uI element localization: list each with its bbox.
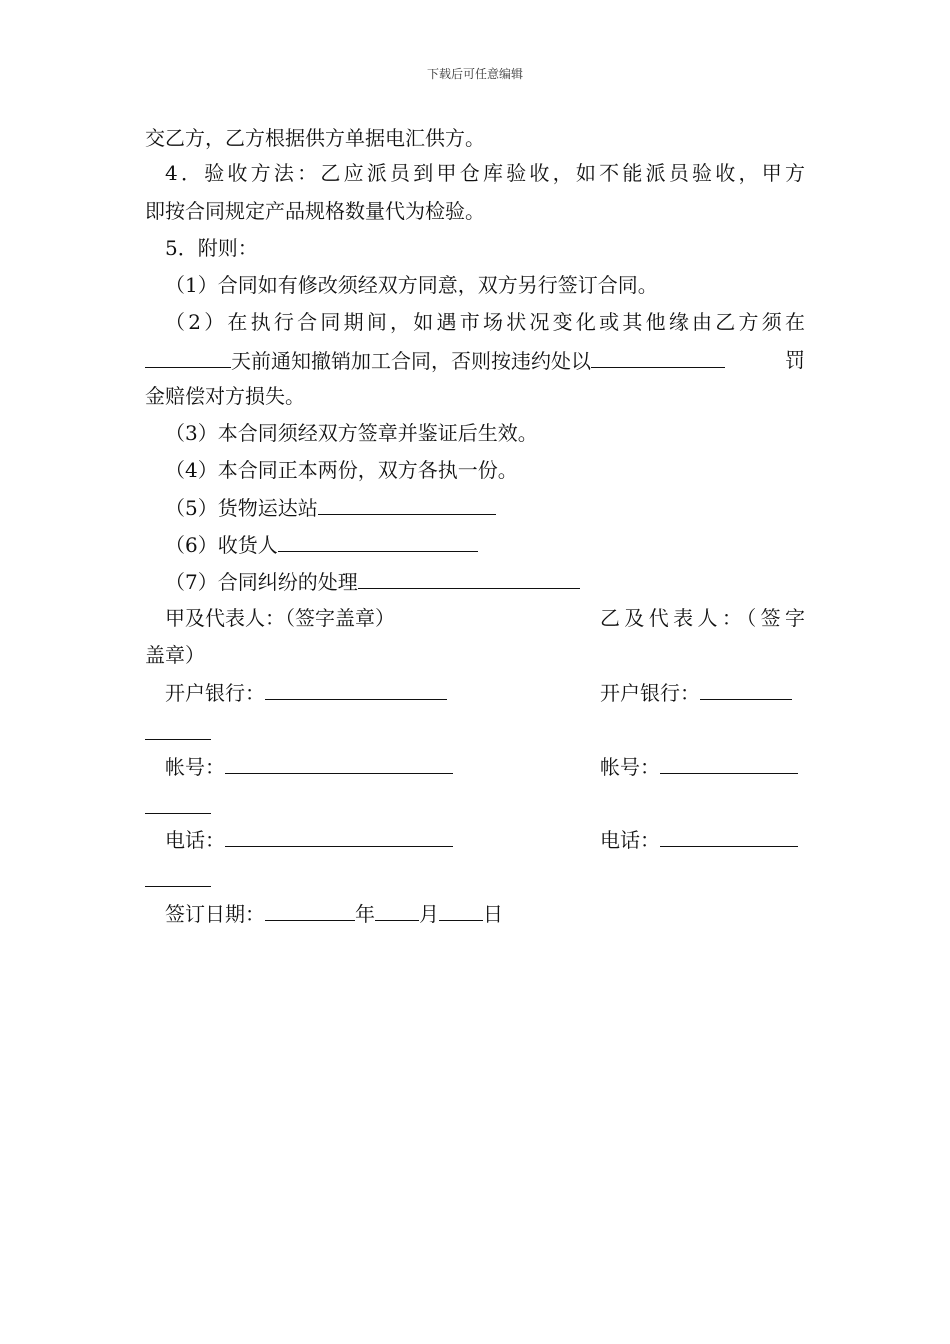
party-a-phone-label: 电话：	[165, 828, 225, 852]
clause-4-line-2: 即按合同规定产品规格数量代为检验。	[145, 199, 485, 223]
destination-station-blank[interactable]	[318, 494, 496, 515]
year-label: 年	[355, 902, 375, 926]
dispute-resolution-blank[interactable]	[358, 568, 580, 589]
consignee-blank[interactable]	[278, 531, 478, 552]
party-b-bank	[600, 679, 805, 706]
party-a-phone	[165, 826, 453, 853]
signing-month-blank[interactable]	[375, 900, 419, 921]
item-2-line-2-text: 天前通知撤销加工合同，否则按违约处以	[231, 349, 591, 373]
party-b-bank-blank[interactable]	[700, 679, 792, 700]
item-4: （4）本合同正本两份，双方各执一份。	[165, 458, 518, 482]
party-b-account-label: 帐号：	[600, 755, 660, 779]
item-3: （3）本合同须经双方签章并鉴证后生效。	[165, 421, 538, 445]
item-1: （1）合同如有修改须经双方同意，双方另行签订合同。	[165, 273, 658, 297]
item-6-label: （6）收货人	[165, 533, 278, 557]
party-a-bank-blank[interactable]	[265, 679, 447, 700]
signing-date	[165, 900, 503, 927]
party-b-signature-label: 乙及代表人：（签字	[600, 606, 805, 630]
item-2-line-1: （2）在执行合同期间，如遇市场状况变化或其他缘由乙方须在	[165, 310, 805, 334]
party-b-account	[600, 753, 805, 780]
party-a-account-label: 帐号：	[165, 755, 225, 779]
party-b-account-blank[interactable]	[660, 753, 798, 774]
party-a-bank	[165, 679, 447, 706]
item-5	[165, 494, 805, 521]
party-a-account-blank[interactable]	[225, 753, 453, 774]
party-b-phone-label: 电话：	[600, 828, 660, 852]
party-a-signature-label: 甲及代表人：（签字盖章）	[165, 606, 395, 630]
signing-date-label: 签订日期：	[165, 902, 265, 926]
item-2-line-2	[145, 347, 805, 374]
item-2-line-3: 金赔偿对方损失。	[145, 384, 305, 408]
clause-4-line-1: 4．验收方法：乙应派员到甲仓库验收，如不能派员验收，甲方	[165, 161, 805, 185]
party-b-account-blank-wrap[interactable]	[145, 812, 211, 814]
penalty-amount-blank[interactable]	[591, 347, 725, 368]
party-b-phone	[600, 826, 805, 853]
day-label: 日	[483, 902, 503, 926]
item-7-label: （7）合同纠纷的处理	[165, 570, 358, 594]
party-a-phone-blank[interactable]	[225, 826, 453, 847]
notice-days-blank[interactable]	[145, 347, 231, 368]
party-b-phone-blank[interactable]	[660, 826, 798, 847]
month-label: 月	[419, 902, 439, 926]
signing-year-blank[interactable]	[265, 900, 355, 921]
item-5-label: （5）货物运达站	[165, 496, 318, 520]
signing-day-blank[interactable]	[439, 900, 483, 921]
page-header-note: 下载后可任意编辑	[426, 67, 523, 81]
text-line-continue: 交乙方，乙方根据供方单据电汇供方。	[145, 126, 485, 150]
item-6	[165, 531, 805, 558]
clause-5-heading: 5．附则：	[165, 236, 258, 260]
party-b-signature-label-wrap: 盖章）	[145, 643, 205, 667]
party-b-phone-blank-wrap[interactable]	[145, 885, 211, 887]
party-a-bank-label: 开户银行：	[165, 681, 265, 705]
party-b-bank-label: 开户银行：	[600, 681, 700, 705]
item-7	[165, 568, 805, 595]
item-2-line-2-end: 罚	[785, 348, 805, 372]
party-b-bank-blank-wrap[interactable]	[145, 738, 211, 740]
party-a-account	[165, 753, 453, 780]
